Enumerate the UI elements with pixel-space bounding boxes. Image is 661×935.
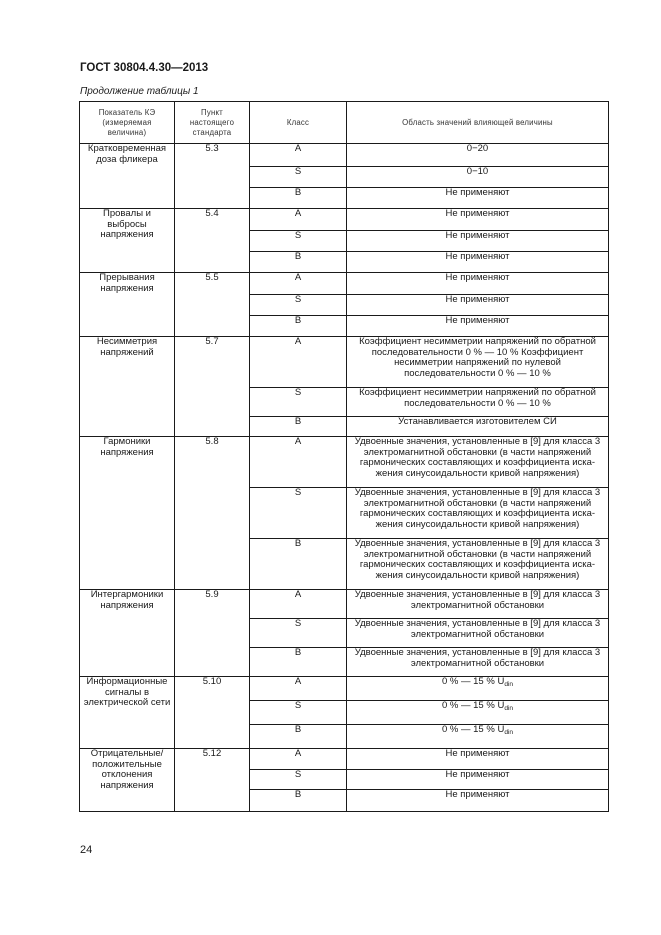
table-row <box>80 590 609 619</box>
class-cell: S <box>250 701 347 725</box>
class-cell: S <box>250 388 347 417</box>
value-cell: Не применяют <box>347 790 609 812</box>
class-cell: S <box>250 231 347 252</box>
indicator-cell: Интергармоники напряжения <box>80 590 175 677</box>
clause-cell: 5.3 <box>175 144 250 209</box>
column-header: Класс <box>250 102 347 144</box>
value-text: 0 % — 15 % U <box>442 676 505 687</box>
value-cell: Не применяют <box>347 316 609 337</box>
value-subscript: din <box>504 729 513 736</box>
value-subscript: din <box>504 705 513 712</box>
indicator-cell: Провалы и выбросы напряжения <box>80 209 175 273</box>
indicator-cell: Информационные сигналы в электрической сети <box>80 677 175 749</box>
class-cell: S <box>250 295 347 316</box>
table-row <box>80 437 609 488</box>
data-table <box>79 101 609 812</box>
class-cell: B <box>250 725 347 749</box>
value-cell <box>347 701 609 725</box>
class-cell: A <box>250 590 347 619</box>
column-header: Область значений влияющей величины <box>347 102 609 144</box>
value-cell: Не применяют <box>347 749 609 770</box>
value-cell: Не применяют <box>347 188 609 209</box>
value-cell: Не применяют <box>347 252 609 273</box>
table-row <box>80 337 609 388</box>
value-text: 0 % — 15 % U <box>442 700 505 711</box>
value-cell: Удвоенные значения, установленные в [9] для класса 3 электромагнитной обстановки <box>347 619 609 648</box>
value-cell: Не применяют <box>347 295 609 316</box>
table-row <box>80 144 609 167</box>
table-header-row <box>80 102 609 144</box>
document-header: ГОСТ 30804.4.30—2013 <box>80 62 209 74</box>
value-cell: 0−20 <box>347 144 609 167</box>
indicator-cell: Отрицательные/ положительные отклонения напряжения <box>80 749 175 812</box>
value-cell: Удвоенные значения, установленные в [9] для класса 3 электромагнитной обстановки (в части напряжений гармонических составляющих и коэффициента искажения синусоидальности кривой напряжения) <box>347 539 609 590</box>
value-cell: Не применяют <box>347 273 609 295</box>
value-cell: 0−10 <box>347 167 609 188</box>
value-cell <box>347 677 609 701</box>
value-cell: Не применяют <box>347 231 609 252</box>
value-cell: Не применяют <box>347 209 609 231</box>
class-cell: S <box>250 619 347 648</box>
clause-cell: 5.10 <box>175 677 250 749</box>
class-cell: A <box>250 209 347 231</box>
clause-cell: 5.9 <box>175 590 250 677</box>
class-cell: A <box>250 437 347 488</box>
class-cell: A <box>250 337 347 388</box>
class-cell: A <box>250 677 347 701</box>
value-cell: Коэффициент несимметрии напряжений по обратной последовательности 0 % — 10 % Коэффициент несимметрии напряжений по нулевой последовательности 0 % — 10 % <box>347 337 609 388</box>
class-cell: B <box>250 648 347 677</box>
class-cell: B <box>250 539 347 590</box>
class-cell: A <box>250 273 347 295</box>
table-row <box>80 677 609 701</box>
value-cell: Удвоенные значения, установленные в [9] для класса 3 электромагнитной обстановки <box>347 590 609 619</box>
table-caption: Продолжение таблицы 1 <box>80 86 199 97</box>
indicator-cell: Гармоники напряжения <box>80 437 175 590</box>
column-header: Показатель КЭ (измеряемая величина) <box>80 102 175 144</box>
clause-cell: 5.5 <box>175 273 250 337</box>
clause-cell: 5.12 <box>175 749 250 812</box>
value-cell: Устанавливается изготовителем СИ <box>347 417 609 437</box>
value-cell <box>347 725 609 749</box>
class-cell: S <box>250 770 347 790</box>
class-cell: S <box>250 488 347 539</box>
class-cell: B <box>250 417 347 437</box>
class-cell: A <box>250 144 347 167</box>
class-cell: B <box>250 316 347 337</box>
clause-cell: 5.4 <box>175 209 250 273</box>
table-row <box>80 209 609 231</box>
table-row <box>80 749 609 770</box>
class-cell: S <box>250 167 347 188</box>
value-text: 0 % — 15 % U <box>442 724 505 735</box>
value-cell: Удвоенные значения, установленные в [9] для класса 3 электромагнитной обстановки (в части напряжений гармонических составляющих и коэффициента искажения синусоидальности кривой напряжения) <box>347 488 609 539</box>
class-cell: B <box>250 790 347 812</box>
indicator-cell: Прерывания напряжения <box>80 273 175 337</box>
value-cell: Удвоенные значения, установленные в [9] для класса 3 электромагнитной обстановки <box>347 648 609 677</box>
class-cell: A <box>250 749 347 770</box>
class-cell: B <box>250 188 347 209</box>
value-cell: Коэффициент несимметрии напряжений по обратной последовательности 0 % — 10 % <box>347 388 609 417</box>
clause-cell: 5.8 <box>175 437 250 590</box>
value-cell: Не применяют <box>347 770 609 790</box>
column-header: Пункт настоящего стандарта <box>175 102 250 144</box>
clause-cell: 5.7 <box>175 337 250 437</box>
value-cell: Удвоенные значения, установленные в [9] для класса 3 электромагнитной обстановки (в части напряжений гармонических составляющих и коэффициента искажения синусоидальности кривой напряжения) <box>347 437 609 488</box>
value-subscript: din <box>504 681 513 688</box>
class-cell: B <box>250 252 347 273</box>
indicator-cell: Кратковременная доза фликера <box>80 144 175 209</box>
indicator-cell: Несимметрия напряжений <box>80 337 175 437</box>
page-number: 24 <box>80 844 93 856</box>
table-row <box>80 273 609 295</box>
